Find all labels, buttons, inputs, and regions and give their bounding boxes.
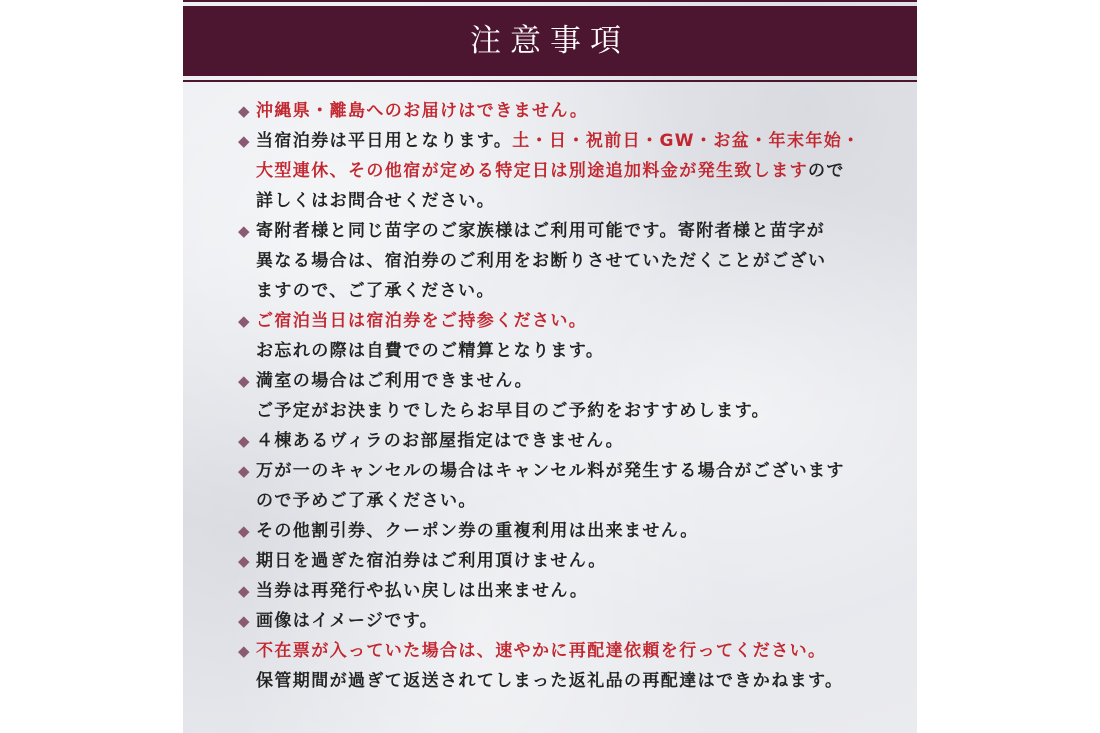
notice-item-continuation	[238, 156, 898, 186]
notice-item	[238, 456, 898, 486]
notice-header	[183, 6, 917, 76]
notice-item	[238, 216, 898, 246]
notice-text: 満室の場合はご利用できません。	[256, 371, 534, 391]
notice-item-continuation	[238, 486, 898, 516]
diamond-bullet-icon: ◆	[238, 372, 251, 390]
notice-text: ので	[808, 161, 845, 181]
notice-item	[238, 426, 898, 456]
notice-list	[238, 96, 898, 696]
diamond-bullet-icon: ◆	[238, 642, 251, 660]
notice-text: 詳しくはお問合せください。	[256, 191, 496, 211]
notice-item	[238, 516, 898, 546]
notice-panel	[183, 0, 917, 733]
notice-text: 寄附者様と同じ苗字のご家族様はご利用可能です。寄附者様と苗字が	[256, 221, 826, 241]
notice-item-continuation	[238, 336, 898, 366]
notice-item	[238, 306, 898, 336]
diamond-bullet-icon: ◆	[238, 132, 251, 150]
notice-item	[238, 546, 898, 576]
notice-item-continuation	[238, 276, 898, 306]
notice-text: 当宿泊券は平日用となります。	[256, 131, 513, 151]
diamond-bullet-icon: ◆	[238, 522, 251, 540]
diamond-bullet-icon: ◆	[238, 462, 251, 480]
diamond-bullet-icon: ◆	[238, 552, 251, 570]
notice-emphasis-text: 大型連休、その他宿が定める特定日は別途追加料金が発生致します	[256, 161, 808, 181]
notice-item-continuation	[238, 396, 898, 426]
notice-item	[238, 126, 898, 156]
diamond-bullet-icon: ◆	[238, 312, 251, 330]
notice-text: 当券は再発行や払い戻しは出来ません。	[256, 581, 589, 601]
notice-text: ので予めご了承ください。	[256, 491, 477, 511]
notice-text: 期日を過ぎた宿泊券はご利用頂けません。	[256, 551, 607, 571]
notice-emphasis-text: 土・日・祝前日・GW・お盆・年末年始・	[512, 131, 861, 151]
notice-item	[238, 576, 898, 606]
notice-item	[238, 636, 898, 666]
notice-text: ますので、ご了承ください。	[256, 281, 495, 301]
notice-text: 保管期間が過ぎて返送されてしまった返礼品の再配達はできかねます。	[256, 671, 844, 691]
notice-text: 万が一のキャンセルの場合はキャンセル料が発生する場合がございます	[256, 461, 845, 481]
notice-emphasis-text: 沖縄県・離島へのお届けはできません。	[256, 101, 589, 121]
notice-text: ４棟あるヴィラのお部屋指定はできません。	[256, 431, 624, 451]
diamond-bullet-icon: ◆	[238, 102, 251, 120]
notice-item-continuation	[238, 246, 898, 276]
notice-text: 異なる場合は、宿泊券のご利用をお断りさせていただくことがござい	[256, 251, 827, 271]
header-top-rule	[183, 0, 917, 2]
notice-text: その他割引券、クーポン券の重複利用は出来ません。	[256, 521, 699, 541]
notice-text: お忘れの際は自費でのご精算となります。	[256, 341, 605, 361]
diamond-bullet-icon: ◆	[238, 222, 251, 240]
header-bottom-rule	[183, 80, 917, 82]
diamond-bullet-icon: ◆	[238, 612, 251, 630]
notice-item-continuation	[238, 666, 898, 696]
page-title: 注意事項	[470, 23, 630, 59]
notice-emphasis-text: 不在票が入っていた場合は、速やかに再配達依頼を行ってください。	[256, 641, 827, 661]
notice-item	[238, 606, 898, 636]
notice-emphasis-text: ご宿泊当日は宿泊券をご持参ください。	[256, 311, 588, 331]
diamond-bullet-icon: ◆	[238, 582, 251, 600]
diamond-bullet-icon: ◆	[238, 432, 251, 450]
notice-text: ご予定がお決まりでしたらお早目のご予約をおすすめします。	[256, 401, 771, 421]
notice-item	[238, 96, 898, 126]
notice-text: 画像はイメージです。	[256, 611, 439, 631]
notice-item-continuation	[238, 186, 898, 216]
notice-item	[238, 366, 898, 396]
